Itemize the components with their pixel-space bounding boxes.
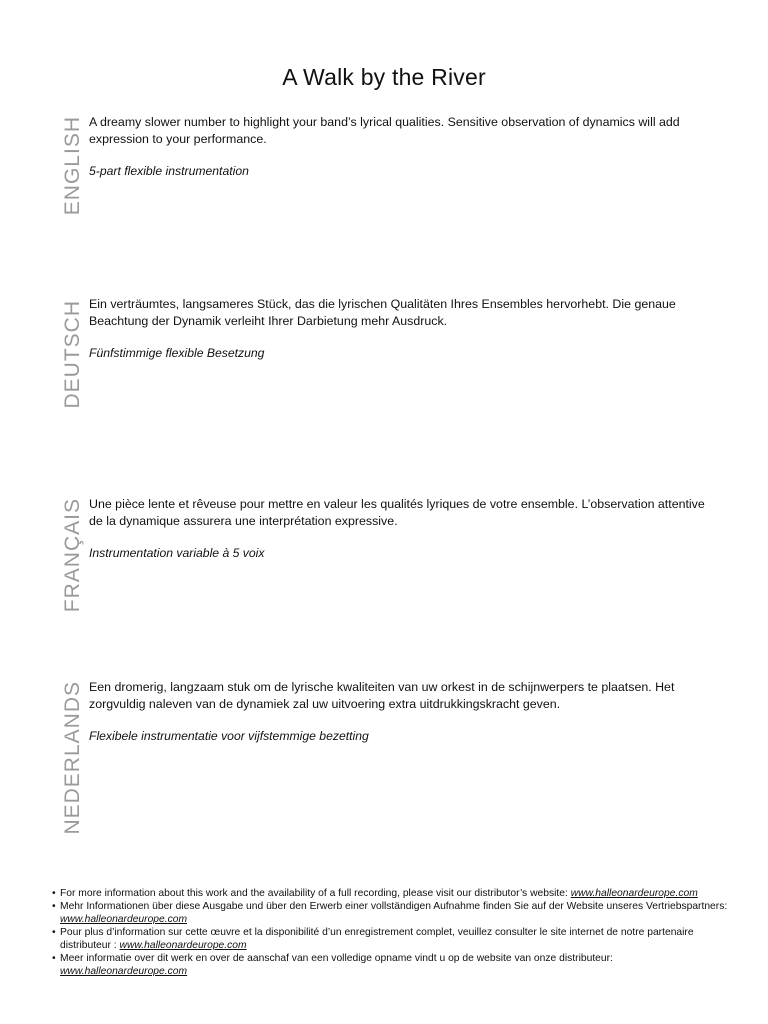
language-label-francais: FRANÇAIS [61,498,84,613]
bullet: • [52,953,56,964]
description-nederlands: Een dromerig, langzaam stuk om de lyrische kwaliteiten van uw orkest in de schijnwerpers te plaatsen. Het zorgvuldig naleven van de dynamiek zal uw uitvoering extra uitdrukkingskracht geven. [89,680,675,711]
instrumentation-francais: Instrumentation variable à 5 voix [89,546,265,560]
footer-note-text: For more information about this work and the availability of a full recording, please visit our distributor’s website: [60,888,571,899]
distributor-link[interactable]: www.halleonardeurope.com [119,940,247,951]
description-deutsch: Ein verträumtes, langsameres Stück, das die lyrischen Qualitäten Ihres Ensembles hervorhebt. Die genaue Beachtung der Dynamik verleiht Ihrer Darbietung mehr Ausdruck. [89,297,676,328]
description-english: A dreamy slower number to highlight your band’s lyrical qualities. Sensitive observation of dynamics will add expression to your performance. [89,115,680,146]
language-label-english: ENGLISH [61,116,84,216]
footer-note-english [52,887,732,900]
bullet: • [52,888,56,899]
instrumentation-deutsch: Fünfstimmige flexible Besetzung [89,346,265,360]
footer-note-nederlands [52,952,732,978]
distributor-link[interactable]: www.halleonardeurope.com [60,914,188,925]
distributor-link[interactable]: www.halleonardeurope.com [60,966,188,977]
bullet: • [52,901,56,912]
footer-note-text: Meer informatie over dit werk en over de aanschaf van een volledige opname vindt u op de website van onze distributeur: [60,953,613,964]
page-title: A Walk by the River [282,64,486,90]
language-label-nederlands: NEDERLANDS [61,681,84,835]
instrumentation-english: 5-part flexible instrumentation [89,164,249,178]
footer-note-francais [52,926,732,952]
footer-note-deutsch [52,900,732,926]
bullet: • [52,927,56,938]
instrumentation-nederlands: Flexibele instrumentatie voor vijfstemmige bezetting [89,729,369,743]
description-francais: Une pièce lente et rêveuse pour mettre en valeur les qualités lyriques de votre ensemble. L’observation attentive de la dynamique assurera une interprétation expressive. [89,497,705,528]
footer-note-text: Pour plus d’information sur cette œuvre et la disponibilité d’un enregistrement complet, veuillez consulter le site internet de notre partenaire distributeur : [60,927,694,951]
distributor-link[interactable]: www.halleonardeurope.com [570,888,698,899]
footer-note-text: Mehr Informationen über diese Ausgabe und über den Erwerb einer vollständigen Aufnahme finden Sie auf der Website unseres Vertriebspartners: [60,901,728,912]
footer-notes [52,887,732,978]
language-label-deutsch: DEUTSCH [61,300,84,409]
